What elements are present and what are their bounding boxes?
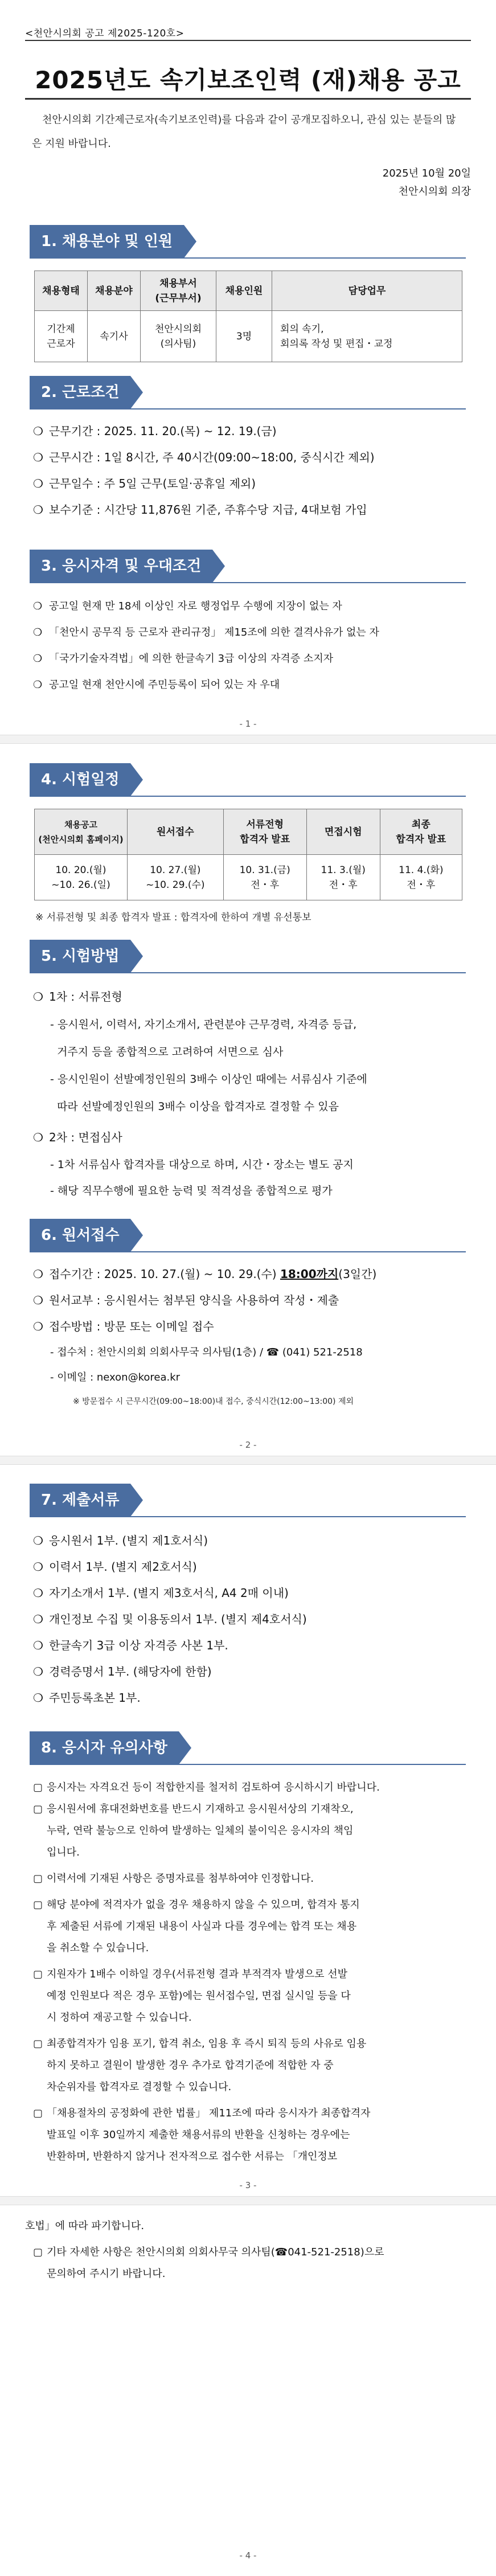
exam-detail: 따라 선발예정인원의 3배수 이상을 합격자로 결정할 수 있음 — [50, 1100, 339, 1113]
caution-line: 입니다. — [47, 1846, 80, 1858]
caution-line: 호법」에 따라 파기합니다. — [25, 2220, 145, 2232]
exam-detail: - 응시인원이 선발예정인원의 3배수 이상인 때에는 서류심사 기준에 — [50, 1073, 367, 1086]
th-interview: 면접시험 — [306, 809, 380, 855]
th-field: 채용분야 — [88, 271, 141, 311]
notice-date: 2025년 10월 20일 — [382, 167, 471, 179]
caution-item: ▢ 지원자가 1배수 이하일 경우(서류전형 결과 부적격자 발생으로 선발 — [33, 1968, 347, 1980]
page-number: - 1 - — [239, 719, 257, 729]
td-notice: 10. 20.(월) ~10. 26.(일) — [35, 855, 128, 900]
section-2-heading: 2. 근로조건 — [30, 376, 130, 409]
caution-line: 예정 인원보다 적은 경우 포함)에는 원서접수일, 면접 실시일 등을 다 — [47, 1990, 351, 2002]
td-field: 속기사 — [88, 311, 141, 362]
td-dept: 천안시의회 (의사팀) — [141, 311, 216, 362]
caution-item: ▢ 해당 분야에 적격자가 없을 경우 채용하지 않을 수 있으며, 합격자 통지 — [33, 1899, 360, 1911]
td-doc-result: 10. 31.(금) 전・후 — [223, 855, 306, 900]
section-divider — [30, 408, 466, 409]
document-item: ❍ 한글속기 3급 이상 자격증 사본 1부. — [33, 1639, 228, 1652]
apply-email: - 이메일 : nexon@korea.kr — [50, 1371, 181, 1383]
document-item: ❍ 경력증명서 1부. (해당자에 한함) — [33, 1665, 212, 1678]
section-divider — [30, 1764, 466, 1765]
caution-line: 발표일 이후 30일까지 제출한 채용서류의 반환을 신청하는 경우에는 — [47, 2129, 350, 2141]
section-6-heading: 6. 원서접수 — [30, 1219, 130, 1252]
caution-line: 문의하여 주시기 바랍니다. — [47, 2268, 166, 2280]
caution-item: ▢ 응시원서에 휴대전화번호를 반드시 기재하고 응시원서상의 기재착오, — [33, 1803, 354, 1815]
th-duty: 담당업무 — [272, 271, 462, 311]
section-divider — [30, 1251, 466, 1252]
issuer: 천안시의회 의장 — [398, 186, 471, 198]
section-divider — [30, 1516, 466, 1517]
section-8-heading: 8. 응시자 유의사항 — [30, 1731, 179, 1764]
caution-line: 하지 못하고 결원이 발생한 경우 추가로 합격기준에 적합한 자 중 — [47, 2059, 334, 2071]
document-item: ❍ 개인정보 수집 및 이용동의서 1부. (별지 제4호서식) — [33, 1612, 307, 1626]
page-number: - 3 - — [239, 2180, 257, 2190]
caution-line: 시 정하여 재공고할 수 있습니다. — [47, 2012, 192, 2024]
th-type: 채용형태 — [35, 271, 88, 311]
schedule-note: ※ 서류전형 및 최종 합격자 발표 : 합격자에 한하여 개별 유선통보 — [35, 912, 311, 923]
td-type: 기간제 근로자 — [35, 311, 88, 362]
apply-method: ❍ 접수방법 : 방문 또는 이메일 접수 — [33, 1320, 214, 1333]
title-divider — [25, 98, 471, 100]
caution-item: ▢ 이력서에 기재된 사항은 증명자료를 첨부하여야 인정합니다. — [33, 1873, 314, 1885]
caution-line: 차순위자를 합격자로 결정할 수 있습니다. — [47, 2081, 232, 2093]
th-doc-result: 서류전형 합격자 발표 — [223, 809, 306, 855]
condition-item: ❍ 근무일수 : 주 5일 근무(토일·공휴일 제외) — [33, 477, 256, 490]
exam-detail: - 해당 직무수행에 필요한 능력 및 적격성을 종합적으로 평가 — [50, 1185, 333, 1197]
caution-item: ▢ 「채용절차의 공정화에 관한 법률」 제11조에 따라 응시자가 최종합격자 — [33, 2107, 371, 2119]
td-interview: 11. 3.(월) 전・후 — [306, 855, 380, 900]
qualification-item: ❍ 「국가기술자격법」에 의한 한글속기 3급 이상의 자격증 소지자 — [33, 653, 334, 665]
td-count: 3명 — [216, 311, 272, 362]
td-application: 10. 27.(월) ~10. 29.(수) — [128, 855, 224, 900]
qualification-item: ❍ 공고일 현재 천안시에 주민등록이 되어 있는 자 우대 — [33, 679, 280, 691]
document-item: ❍ 이력서 1부. (별지 제2호서식) — [33, 1560, 197, 1574]
page-separator — [0, 735, 496, 744]
exam-detail: - 1차 서류심사 합격자를 대상으로 하며, 시간・장소는 별도 공지 — [50, 1158, 354, 1171]
document-item: ❍ 자기소개서 1부. (별지 제3호서식, A4 2매 이내) — [33, 1586, 289, 1600]
section-divider — [30, 582, 466, 583]
caution-item: ▢ 응시자는 자격요건 등이 적합한지를 철저히 검토하여 응시하시기 바랍니다. — [33, 1782, 380, 1793]
section-divider — [30, 796, 466, 797]
section-divider — [30, 972, 466, 973]
apply-visit-note: ※ 방문접수 시 근무시간(09:00~18:00)내 접수, 중식시간(12:00~13:00) 제외 — [73, 1397, 354, 1406]
condition-item: ❍ 근무기간 : 2025. 11. 20.(목) ~ 12. 19.(금) — [33, 424, 277, 438]
td-final-result: 11. 4.(화) 전・후 — [380, 855, 462, 900]
notice-number: <천안시의회 공고 제2025-120호> — [25, 28, 185, 39]
qualification-item: ❍ 「천안시 공무직 등 근로자 관리규정」 제15조에 의한 결격사유가 없는 자 — [33, 626, 379, 638]
td-duty: 회의 속기, 회의록 작성 및 편집・교정 — [272, 311, 462, 362]
document-item: ❍ 주민등록초본 1부. — [33, 1691, 141, 1705]
section-3-heading: 3. 응시자격 및 우대조건 — [30, 550, 212, 583]
page-number: - 2 - — [239, 1440, 257, 1450]
exam-detail: 거주지 등을 종합적으로 고려하여 서면으로 심사 — [50, 1046, 284, 1058]
qualification-item: ❍ 공고일 현재 만 18세 이상인 자로 행정업무 수행에 지장이 없는 자 — [33, 600, 342, 612]
exam-detail: - 응시원서, 이력서, 자기소개서, 관련분야 근무경력, 자격증 등급, — [50, 1018, 357, 1031]
page-title: 2025년도 속기보조인력 (재)채용 공고 — [35, 66, 461, 94]
caution-line: 후 제출된 서류에 기재된 내용이 사실과 다를 경우에는 합격 또는 채용 — [47, 1920, 357, 1932]
condition-item: ❍ 근무시간 : 1일 8시간, 주 40시간(09:00~18:00, 중식시간 제외) — [33, 451, 375, 464]
section-7-heading: 7. 제출서류 — [30, 1484, 130, 1517]
exam-round-1: ❍ 1차 : 서류전형 — [33, 990, 122, 1004]
section-divider — [30, 257, 466, 259]
page-separator — [0, 1456, 496, 1465]
apply-visit: - 접수처 : 천안시의회 의회사무국 의사팀(1층) / ☎ (041) 521-2518 — [50, 1346, 363, 1358]
section-4-heading: 4. 시험일정 — [30, 763, 130, 796]
document-item: ❍ 응시원서 1부. (별지 제1호서식) — [33, 1534, 208, 1547]
apply-form: ❍ 원서교부 : 응시원서는 첨부된 양식을 사용하여 작성・제출 — [33, 1293, 339, 1307]
page-separator — [0, 2196, 496, 2205]
schedule-table — [34, 809, 462, 900]
section-1-heading: 1. 채용분야 및 인원 — [30, 225, 184, 258]
th-count: 채용인원 — [216, 271, 272, 311]
th-notice: 채용공고 (천안시의회 홈페이지) — [35, 809, 128, 855]
intro-text: 천안시의회 기간제근로자(속기보조인력)를 다음과 같이 공개모집하오니, 관심 있는 분들의 많은 지원 바랍니다. — [32, 114, 456, 150]
header-divider — [25, 40, 471, 41]
condition-item: ❍ 보수기준 : 시간당 11,876원 기준, 주휴수당 지급, 4대보험 가입 — [33, 503, 367, 517]
caution-item: ▢ 최종합격자가 임용 포기, 합격 취소, 임용 후 즉시 퇴직 등의 사유로 임용 — [33, 2038, 367, 2050]
exam-round-2: ❍ 2차 : 면접심사 — [33, 1131, 122, 1144]
th-final-result: 최종 합격자 발표 — [380, 809, 462, 855]
th-dept: 채용부서 (근무부서) — [141, 271, 216, 311]
recruit-table — [34, 271, 462, 362]
caution-line: 누락, 연락 불능으로 인하여 발생하는 일체의 불이익은 응시자의 책임 — [47, 1825, 354, 1837]
page-number: - 4 - — [239, 2550, 257, 2561]
apply-period: ❍ 접수기간 : 2025. 10. 27.(월) ~ 10. 29.(수) 18:00까지(3일간) — [33, 1267, 377, 1281]
th-application: 원서접수 — [128, 809, 224, 855]
caution-item: ▢ 기타 자세한 사항은 천안시의회 의회사무국 의사팀(☎041-521-2518)으로 — [33, 2246, 384, 2258]
section-5-heading: 5. 시험방법 — [30, 940, 130, 973]
caution-line: 을 취소할 수 있습니다. — [47, 1942, 149, 1954]
caution-line: 반환하며, 반환하지 않거나 전자적으로 접수한 서류는 「개인정보 — [47, 2151, 338, 2163]
